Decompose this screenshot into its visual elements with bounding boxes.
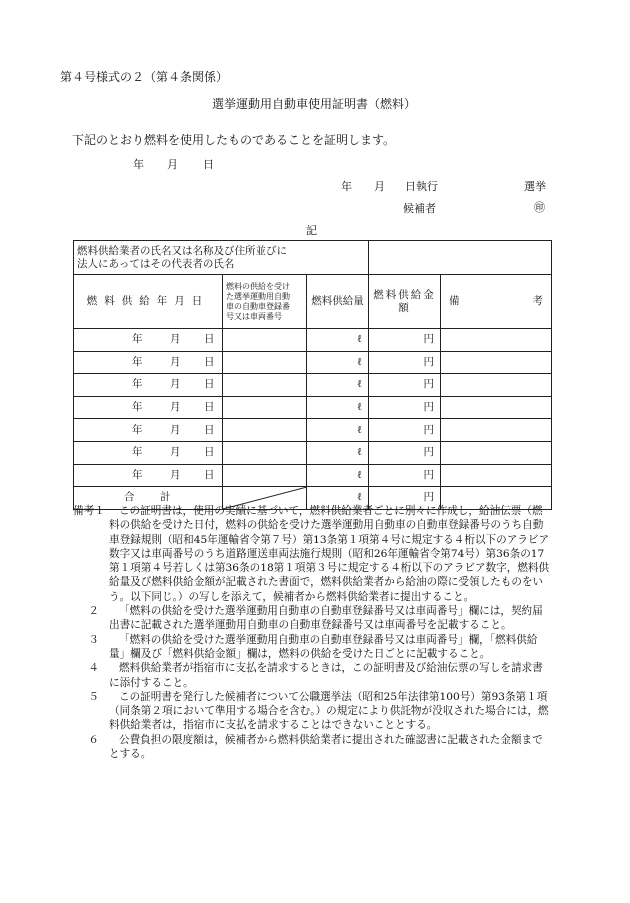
table-row: 年 月 日 ℓ 円 [74, 374, 552, 397]
col-header-remarks: 備 考 [441, 275, 552, 329]
note-item: ４ 燃料供給業者が指宿市に支払を請求するときは，この証明書及び給油伝票の写しを請求書に添付すること。 [88, 662, 543, 689]
notes-section [73, 504, 553, 761]
row-date-cell: 年 月 日 [74, 464, 223, 487]
col-header-date: 燃料供給年月日 [74, 275, 223, 329]
ki-label: 記 [306, 224, 317, 237]
intro-text: 下記のとおり燃料を使用したものであることを証明します。 [72, 133, 396, 147]
col-header-amount: 燃料供給金額 [369, 275, 441, 329]
row-date-cell: 年 月 日 [74, 351, 223, 374]
note-item: 備考１ この証明書は，使用の実績に基づいて，燃料供給業者ごとに別々に作成し，給油伝票（燃料の供給を受けた日付，燃料の供給を受けた選挙運動用自動車の自動車登録番号のうち自動車登録規則（昭和45年運輸省令第７号）第13条第１項第４号に規定する４桁以下のアラビア数字又は車両番号のうち道路運送車両法施行規則（昭和26年運輸省令第74号）第36条の17第１項第４号若しくは第36条の18第１項第３号に規定する４桁以下のアラビア数字，燃料供給量及び燃料供給金額が記載された書面で，燃料供給業者から給油の際に受領したものをいう。以下同じ。）の写しを添えて，候補者から燃料供給業者に提出すること。 [73, 505, 550, 603]
total-row: 合 計 ℓ 円 [74, 487, 552, 510]
row-date-cell: 年 月 日 [74, 419, 223, 442]
table-row: 年 月 日 ℓ 円 [74, 351, 552, 374]
table-row: 年 月 日 ℓ 円 [74, 419, 552, 442]
note-item: ５ この証明書を発行した候補者について公職選挙法（昭和25年法律第100号）第93条第１項（同条第２項において準用する場合を含む。）の規定により供託物が没収された場合には，燃料供給業者は，指宿市に支払を請求することはできないこととする。 [88, 690, 549, 732]
certificate-table [73, 240, 552, 510]
table-row: 年 月 日 ℓ 円 [74, 396, 552, 419]
col-header-vehicle: 燃料の供給を受け た選挙運動用自動 車の自動車登録番 号又は車両番号 [223, 275, 307, 329]
seal-mark: ㊞ [534, 201, 545, 214]
row-date-cell: 年 月 日 [74, 374, 223, 397]
row-date-cell: 年 月 日 [74, 396, 223, 419]
form-number: 第４号様式の２（第４条関係） [60, 70, 229, 84]
table-row: 年 月 日 ℓ 円 [74, 464, 552, 487]
candidate-label: 候補者 [403, 202, 436, 215]
note-item: ６ 公費負担の限度額は，候補者から燃料供給業者に提出された確認書に記載された金額までとする。 [88, 733, 543, 761]
table-row: 年 月 日 ℓ 円 [74, 441, 552, 464]
note-item: ２ 「燃料の供給を受けた選挙運動用自動車の自動車登録番号又は車両番号」欄には，契約届出書に記載された選挙運動用自動車の自動車登録番号又は車両番号を記載すること。 [88, 605, 543, 632]
row-date-cell: 年 月 日 [74, 441, 223, 464]
col-header-quantity: 燃料供給量 [307, 275, 369, 329]
document-title: 選挙運動用自動車使用証明書（燃料） [212, 97, 417, 111]
note-item: ３ 「燃料の供給を受けた選挙運動用自動車の自動車登録番号又は車両番号」欄，「燃料供給量」欄及び「燃料供給金額」欄は，燃料の供給を受けた日ごとに記載すること。 [88, 633, 538, 660]
supplier-value-cell [369, 241, 552, 275]
supplier-label-cell: 燃料供給業者の氏名又は名称及び住所並びに 法人にあってはその代表者の氏名 [74, 241, 369, 275]
total-label-cell: 合 計 [74, 487, 223, 510]
row-date-cell: 年 月 日 [74, 329, 223, 352]
table-row: 年 月 日 ℓ 円 [74, 329, 552, 352]
